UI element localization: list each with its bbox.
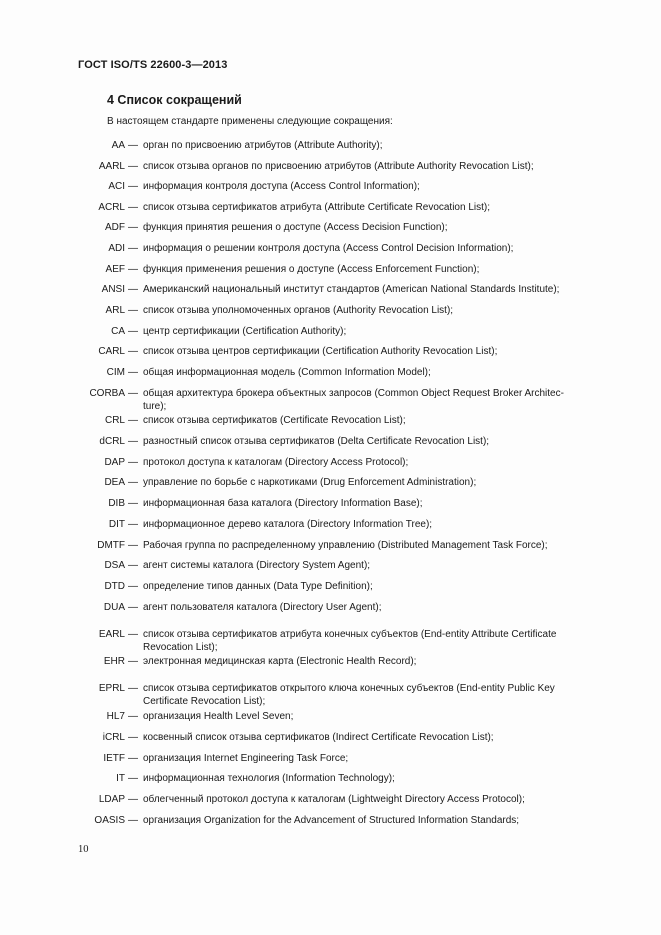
abbreviation-entry <box>0 793 661 807</box>
abbreviation-entry <box>0 201 661 215</box>
description-line: облегченный протокол доступа к каталогам (Lightweight Directory Access Protocol); <box>143 794 525 805</box>
abbreviation-term: DIB <box>108 498 125 509</box>
abbreviation-description <box>143 601 609 614</box>
abbreviation-description <box>143 580 609 593</box>
abbreviation-entry <box>0 772 661 786</box>
abbreviation-term: DTD <box>104 581 125 592</box>
abbreviation-description <box>143 518 609 531</box>
abbreviation-entry <box>0 366 661 380</box>
abbreviation-dash: — <box>128 602 138 613</box>
abbreviation-entry <box>0 580 661 594</box>
abbreviation-entry <box>0 435 661 449</box>
abbreviation-entry <box>0 710 661 724</box>
abbreviation-dash: — <box>128 181 138 192</box>
abbreviation-dash: — <box>128 581 138 592</box>
description-line: информационная база каталога (Directory Information Base); <box>143 498 423 509</box>
description-line: электронная медицинская карта (Electronic Health Record); <box>143 656 417 667</box>
abbreviation-description <box>143 263 609 276</box>
abbreviation-entry <box>0 559 661 573</box>
abbreviation-term: IT <box>116 773 125 784</box>
abbreviation-term: ACI <box>108 181 125 192</box>
abbreviation-dash: — <box>128 388 138 399</box>
description-continuation: ture); <box>143 401 167 412</box>
abbreviation-description <box>143 387 609 413</box>
abbreviation-dash: — <box>128 457 138 468</box>
abbreviation-dash: — <box>128 140 138 151</box>
abbreviation-description <box>143 559 609 572</box>
abbreviation-description <box>143 628 609 654</box>
document-header: ГОСТ ISO/TS 22600-3—2013 <box>78 59 228 71</box>
description-line: список отзыва уполномоченных органов (Authority Revocation List); <box>143 305 454 316</box>
abbreviation-dash: — <box>128 367 138 378</box>
abbreviation-dash: — <box>128 815 138 826</box>
page-number: 10 <box>78 844 89 855</box>
description-line: информация о решении контроля доступа (Access Control Decision Information); <box>143 243 514 254</box>
abbreviation-term: EHR <box>103 656 125 667</box>
description-line: список отзыва сертификатов (Certificate Revocation List); <box>143 415 406 426</box>
abbreviation-term: ADI <box>108 243 125 254</box>
description-line: агент системы каталога (Directory System Agent); <box>143 560 371 571</box>
description-line: информационная технология (Information Technology); <box>143 773 395 784</box>
abbreviation-description <box>143 497 609 510</box>
abbreviation-description <box>143 710 609 723</box>
abbreviation-description <box>143 731 609 744</box>
abbreviation-term: CA <box>111 326 125 337</box>
abbreviation-dash: — <box>128 540 138 551</box>
abbreviation-description <box>143 366 609 379</box>
abbreviation-term: DAP <box>104 457 125 468</box>
abbreviation-term: EARL <box>98 629 125 640</box>
abbreviation-term: ACRL <box>98 202 125 213</box>
description-line: функция принятия решения о доступе (Access Decision Function); <box>143 222 448 233</box>
description-line: организация Organization for the Advancement of Structured Information Standards; <box>143 815 520 826</box>
abbreviation-dash: — <box>128 264 138 275</box>
description-line: Американский национальный институт стандартов (American National Standards Institute); <box>143 284 560 295</box>
abbreviation-dash: — <box>128 711 138 722</box>
abbreviation-description <box>143 476 609 489</box>
abbreviation-term: OASIS <box>94 815 125 826</box>
description-line: разностный список отзыва сертификатов (Delta Certificate Revocation List); <box>143 436 490 447</box>
abbreviation-description <box>143 682 609 708</box>
abbreviation-description <box>143 814 609 827</box>
abbreviation-term: dCRL <box>99 436 125 447</box>
abbreviation-term: iCRL <box>102 732 125 743</box>
abbreviation-term: AARL <box>98 161 125 172</box>
description-line: косвенный список отзыва сертификатов (Indirect Certificate Revocation List); <box>143 732 494 743</box>
abbreviation-entry <box>0 387 661 412</box>
abbreviation-term: LDAP <box>98 794 125 805</box>
abbreviation-description <box>143 414 609 427</box>
abbreviation-dash: — <box>128 732 138 743</box>
abbreviation-description <box>143 160 609 173</box>
abbreviation-term: IETF <box>103 753 125 764</box>
abbreviation-term: CIM <box>106 367 125 378</box>
description-continuation: Revocation List); <box>143 642 218 653</box>
abbreviation-entry <box>0 731 661 745</box>
abbreviation-term: CORBA <box>89 388 125 399</box>
description-line: список отзыва сертификатов атрибута (Attribute Certificate Revocation List); <box>143 202 491 213</box>
abbreviation-entry <box>0 518 661 532</box>
abbreviation-entry <box>0 345 661 359</box>
abbreviation-entry <box>0 414 661 428</box>
abbreviation-description <box>143 539 609 552</box>
abbreviation-dash: — <box>128 161 138 172</box>
abbreviation-description <box>143 752 609 765</box>
abbreviation-description <box>143 201 609 214</box>
abbreviation-dash: — <box>128 753 138 764</box>
abbreviation-description <box>143 180 609 193</box>
abbreviation-entry <box>0 476 661 490</box>
abbreviation-description <box>143 242 609 255</box>
abbreviation-dash: — <box>128 415 138 426</box>
description-line: список отзыва сертификатов открытого ключа конечных субъектов (End-entity Public Key <box>143 683 555 694</box>
abbreviation-description <box>143 772 609 785</box>
abbreviation-description <box>143 221 609 234</box>
abbreviation-dash: — <box>128 346 138 357</box>
abbreviation-entry <box>0 497 661 511</box>
abbreviation-term: DMTF <box>97 540 125 551</box>
abbreviation-entry <box>0 539 661 553</box>
description-line: информация контроля доступа (Access Control Information); <box>143 181 420 192</box>
abbreviation-term: AA <box>111 140 125 151</box>
abbreviation-dash: — <box>128 202 138 213</box>
section-title: 4 Список сокращений <box>107 93 242 107</box>
abbreviation-entry <box>0 180 661 194</box>
description-line: агент пользователя каталога (Directory User Agent); <box>143 602 382 613</box>
abbreviation-term: CRL <box>104 415 125 426</box>
abbreviation-dash: — <box>128 560 138 571</box>
abbreviation-dash: — <box>128 794 138 805</box>
abbreviation-entry <box>0 752 661 766</box>
abbreviation-term: ADF <box>105 222 125 233</box>
description-line: управление по борьбе с наркотиками (Drug Enforcement Administration); <box>143 477 477 488</box>
abbreviation-entry <box>0 160 661 174</box>
description-line: организация Health Level Seven; <box>143 711 294 722</box>
abbreviation-entry <box>0 628 661 653</box>
abbreviation-term: CARL <box>98 346 125 357</box>
abbreviation-dash: — <box>128 436 138 447</box>
abbreviation-term: ARL <box>105 305 125 316</box>
abbreviation-entry <box>0 325 661 339</box>
description-line: общая информационная модель (Common Information Model); <box>143 367 431 378</box>
abbreviation-dash: — <box>128 683 138 694</box>
description-line: функция применения решения о доступе (Access Enforcement Function); <box>143 264 480 275</box>
abbreviation-description <box>143 325 609 338</box>
abbreviation-dash: — <box>128 629 138 640</box>
description-continuation: Certificate Revocation List); <box>143 696 266 707</box>
abbreviation-entry <box>0 456 661 470</box>
abbreviation-entry <box>0 221 661 235</box>
abbreviation-entry <box>0 139 661 153</box>
abbreviation-term: ANSI <box>101 284 125 295</box>
abbreviation-description <box>143 655 609 668</box>
abbreviation-dash: — <box>128 243 138 254</box>
abbreviation-term: DUA <box>103 602 125 613</box>
abbreviation-description <box>143 793 609 806</box>
description-line: орган по присвоению атрибутов (Attribute Authority); <box>143 140 383 151</box>
abbreviation-description <box>143 345 609 358</box>
description-line: организация Internet Engineering Task Force; <box>143 753 349 764</box>
abbreviation-description <box>143 456 609 469</box>
abbreviation-dash: — <box>128 656 138 667</box>
abbreviation-description <box>143 139 609 152</box>
abbreviation-dash: — <box>128 326 138 337</box>
abbreviation-dash: — <box>128 519 138 530</box>
description-line: список отзыва органов по присвоению атрибутов (Attribute Authority Revocation List); <box>143 161 534 172</box>
description-line: центр сертификации (Certification Authority); <box>143 326 347 337</box>
description-line: Рабочая группа по распределенному управлению (Distributed Management Task Force); <box>143 540 548 551</box>
abbreviation-dash: — <box>128 498 138 509</box>
abbreviation-entry <box>0 304 661 318</box>
abbreviation-dash: — <box>128 222 138 233</box>
abbreviation-dash: — <box>128 284 138 295</box>
description-line: информационное дерево каталога (Directory Information Tree); <box>143 519 433 530</box>
abbreviation-term: DSA <box>104 560 125 571</box>
section-intro: В настоящем стандарте применены следующие сокращения: <box>107 116 393 127</box>
abbreviation-dash: — <box>128 773 138 784</box>
abbreviation-description <box>143 283 609 296</box>
abbreviation-dash: — <box>128 477 138 488</box>
abbreviation-term: DIT <box>108 519 125 530</box>
abbreviation-term: DEA <box>104 477 125 488</box>
abbreviation-entry <box>0 655 661 669</box>
abbreviation-dash: — <box>128 305 138 316</box>
abbreviation-entry <box>0 814 661 828</box>
abbreviation-entry <box>0 682 661 707</box>
abbreviation-entry <box>0 263 661 277</box>
description-line: список отзыва центров сертификации (Certification Authority Revocation List); <box>143 346 498 357</box>
description-line: определение типов данных (Data Type Definition); <box>143 581 373 592</box>
abbreviation-term: HL7 <box>106 711 125 722</box>
abbreviation-entry <box>0 601 661 615</box>
description-line: список отзыва сертификатов атрибута конечных субъектов (End-entity Attribute Certificate <box>143 629 557 640</box>
abbreviation-entry <box>0 283 661 297</box>
abbreviation-description <box>143 304 609 317</box>
description-line: общая архитектура брокера объектных запросов (Common Object Request Broker Architec- <box>143 388 564 399</box>
abbreviation-term: EPRL <box>98 683 125 694</box>
abbreviation-term: AEF <box>105 264 125 275</box>
abbreviation-entry <box>0 242 661 256</box>
abbreviation-description <box>143 435 609 448</box>
description-line: протокол доступа к каталогам (Directory Access Protocol); <box>143 457 409 468</box>
